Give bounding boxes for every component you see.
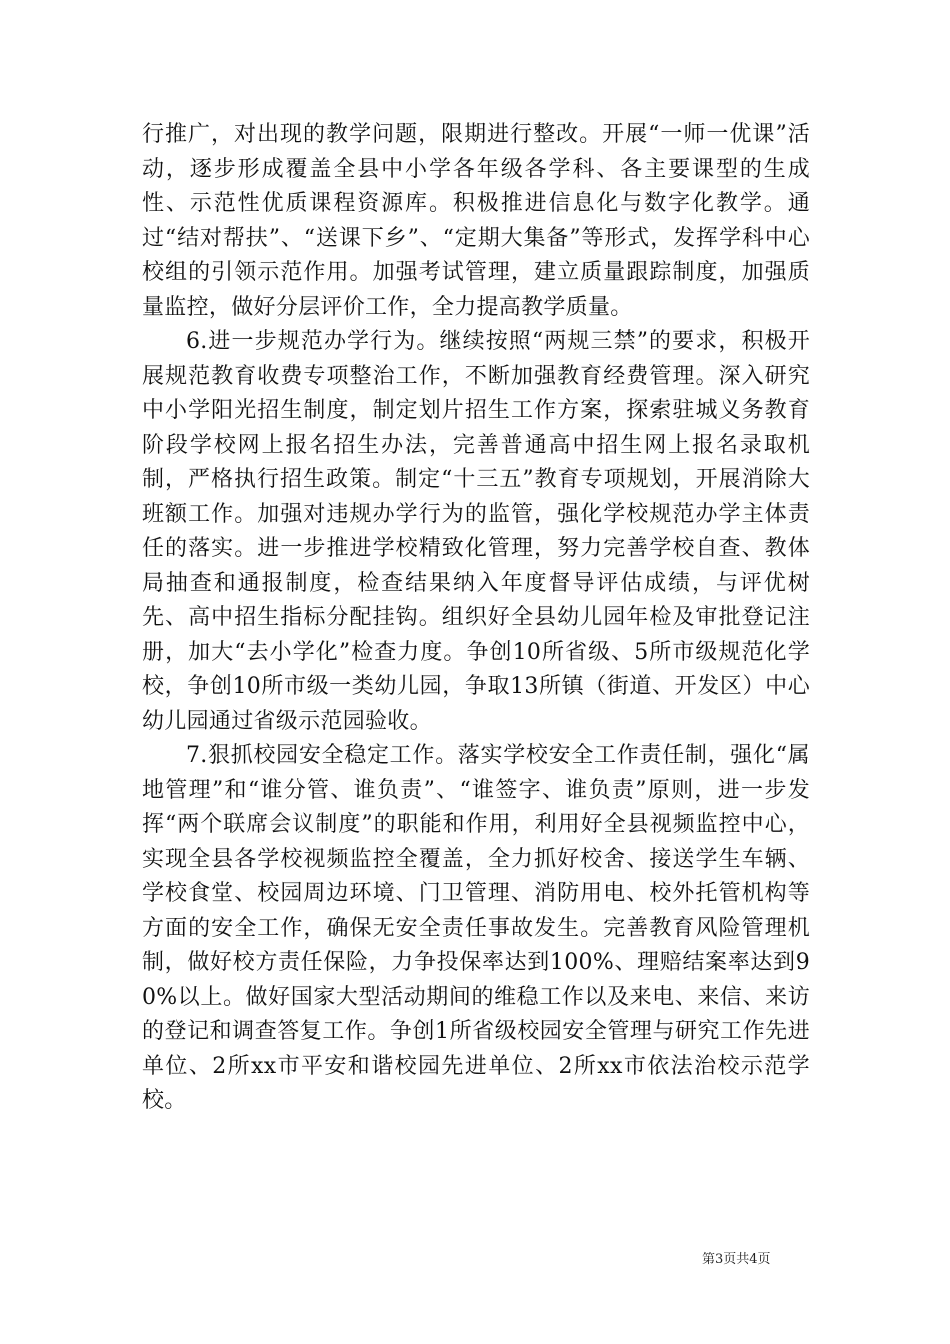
paragraph-campus-safety: 7.狠抓校园安全稳定工作。落实学校安全工作责任制，强化“属地管理”和“谁分管、谁负责”、“谁签字、谁负责”原则，进一步发挥“两个联席会议制度”的职能和作用，利用好全县视频监控中心，实现全县各学校视频监控全覆盖，全力抓好校舍、接送学生车辆、学校食堂、校园周边环境、门卫管理、消防用电、校外托管机构等方面的安全工作，确保无安全责任事故发生。完善教育风险管理机制，做好校方责任保险，力争投保率达到100%、理赔结案率达到90%以上。做好国家大型活动期间的维稳工作以及来电、来信、来访的登记和调查答复工作。争创1所省级校园安全管理与研究工作先进单位、2所xx市平安和谐校园先进单位、2所xx市依法治校示范学校。: [142, 743, 810, 1113]
page-number-footer: 第3页共4页: [702, 1252, 771, 1267]
paragraph-teaching-quality: 行推广，对出现的教学问题，限期进行整改。开展“一师一优课”活动，逐步形成覆盖全县中小学各年级各学科、各主要课型的生成性、示范性优质课程资源库。积极推进信息化与数字化教学。通过“结对帮扶”、“送课下乡”、“定期大集备”等形式，发挥学科中心校组的引领示范作用。加强考试管理，建立质量跟踪制度，加强质量监控，做好分层评价工作，全力提高教学质量。: [142, 122, 810, 320]
document-body: [142, 118, 810, 1119]
paragraph-regulate-school-conduct: 6.进一步规范办学行为。继续按照“两规三禁”的要求，积极开展规范教育收费专项整治工作，不断加强教育经费管理。深入研究中小学阳光招生制度，制定划片招生工作方案，探索驻城义务教育阶段学校网上报名招生办法，完善普通高中招生网上报名录取机制，严格执行招生政策。制定“十三五”教育专项规划，开展消除大班额工作。加强对违规办学行为的监管，强化学校规范办学主体责任的落实。进一步推进学校精致化管理，努力完善学校自查、教体局抽查和通报制度，检查结果纳入年度督导评估成绩，与评优树先、高中招生指标分配挂钩。组织好全县幼儿园年检及审批登记注册，加大“去小学化”检查力度。争创10所省级、5所市级规范化学校，争创10所市级一类幼儿园，争取13所镇（街道、开发区）中心幼儿园通过省级示范园验收。: [142, 329, 810, 734]
